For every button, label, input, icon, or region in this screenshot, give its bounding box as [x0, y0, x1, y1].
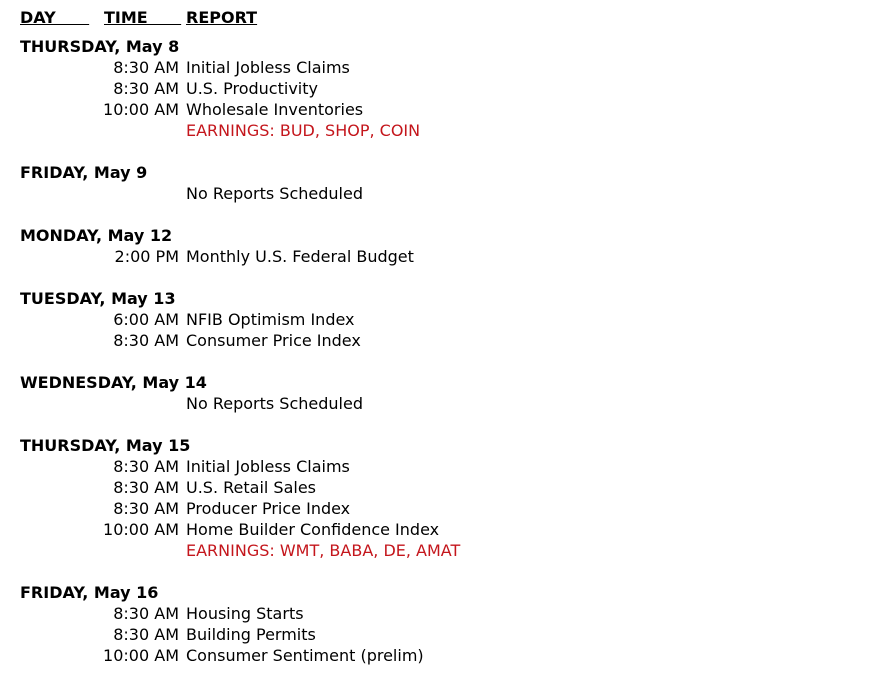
report-time: 8:30 AM	[113, 604, 179, 623]
report-time: 10:00 AM	[103, 100, 179, 119]
report-row	[20, 624, 880, 645]
day-block	[20, 435, 880, 561]
report-name: Wholesale Inventories	[186, 100, 364, 119]
report-row	[20, 477, 880, 498]
day-block	[20, 372, 880, 414]
day-heading: FRIDAY, May 9	[20, 163, 148, 182]
report-time: 8:30 AM	[113, 79, 179, 98]
report-row	[20, 498, 880, 519]
report-row	[20, 309, 880, 330]
report-name: Consumer Price Index	[186, 331, 361, 350]
day-list	[20, 36, 880, 666]
report-time: 8:30 AM	[113, 478, 179, 497]
day-block	[20, 225, 880, 267]
column-header-row	[20, 7, 880, 28]
report-time: 8:30 AM	[113, 625, 179, 644]
day-heading: THURSDAY, May 8	[20, 37, 180, 56]
report-time: 10:00 AM	[103, 520, 179, 539]
report-row	[20, 393, 880, 414]
report-row	[20, 540, 880, 561]
report-time: 8:30 AM	[113, 499, 179, 518]
report-row	[20, 603, 880, 624]
day-heading: MONDAY, May 12	[20, 226, 173, 245]
report-time: 2:00 PM	[114, 247, 179, 266]
report-time: 8:30 AM	[113, 457, 179, 476]
day-block	[20, 288, 880, 351]
report-row	[20, 456, 880, 477]
report-row	[20, 78, 880, 99]
report-row	[20, 183, 880, 204]
report-row	[20, 57, 880, 78]
report-column-header: REPORT	[186, 8, 258, 27]
report-row	[20, 519, 880, 540]
report-name: U.S. Productivity	[186, 79, 318, 98]
report-name: No Reports Scheduled	[186, 394, 363, 413]
report-time: 8:30 AM	[113, 58, 179, 77]
day-block	[20, 162, 880, 204]
report-row	[20, 246, 880, 267]
report-time: 8:30 AM	[113, 331, 179, 350]
day-heading: FRIDAY, May 16	[20, 583, 159, 602]
report-name: Home Builder Confidence Index	[186, 520, 440, 539]
report-name: Building Permits	[186, 625, 316, 644]
day-heading: TUESDAY, May 13	[20, 289, 176, 308]
report-name: Producer Price Index	[186, 499, 351, 518]
report-name: Housing Starts	[186, 604, 304, 623]
report-name: Initial Jobless Claims	[186, 58, 350, 77]
report-time: 6:00 AM	[113, 310, 179, 329]
report-time: 10:00 AM	[103, 646, 179, 665]
report-row	[20, 330, 880, 351]
economic-calendar	[20, 7, 880, 666]
day-heading: WEDNESDAY, May 14	[20, 373, 207, 392]
day-heading: THURSDAY, May 15	[20, 436, 191, 455]
report-name: No Reports Scheduled	[186, 184, 363, 203]
earnings-list: EARNINGS: WMT, BABA, DE, AMAT	[186, 541, 461, 560]
report-name: U.S. Retail Sales	[186, 478, 317, 497]
earnings-list: EARNINGS: BUD, SHOP, COIN	[186, 121, 421, 140]
report-name: NFIB Optimism Index	[186, 310, 355, 329]
time-column-header: TIME	[104, 8, 182, 27]
report-row	[20, 120, 880, 141]
report-row	[20, 99, 880, 120]
header-spacer	[20, 28, 880, 36]
day-block	[20, 36, 880, 141]
report-name: Consumer Sentiment (prelim)	[186, 646, 424, 665]
report-row	[20, 645, 880, 666]
day-column-header: DAY	[20, 8, 90, 27]
day-block	[20, 582, 880, 666]
report-name: Monthly U.S. Federal Budget	[186, 247, 414, 266]
report-name: Initial Jobless Claims	[186, 457, 350, 476]
